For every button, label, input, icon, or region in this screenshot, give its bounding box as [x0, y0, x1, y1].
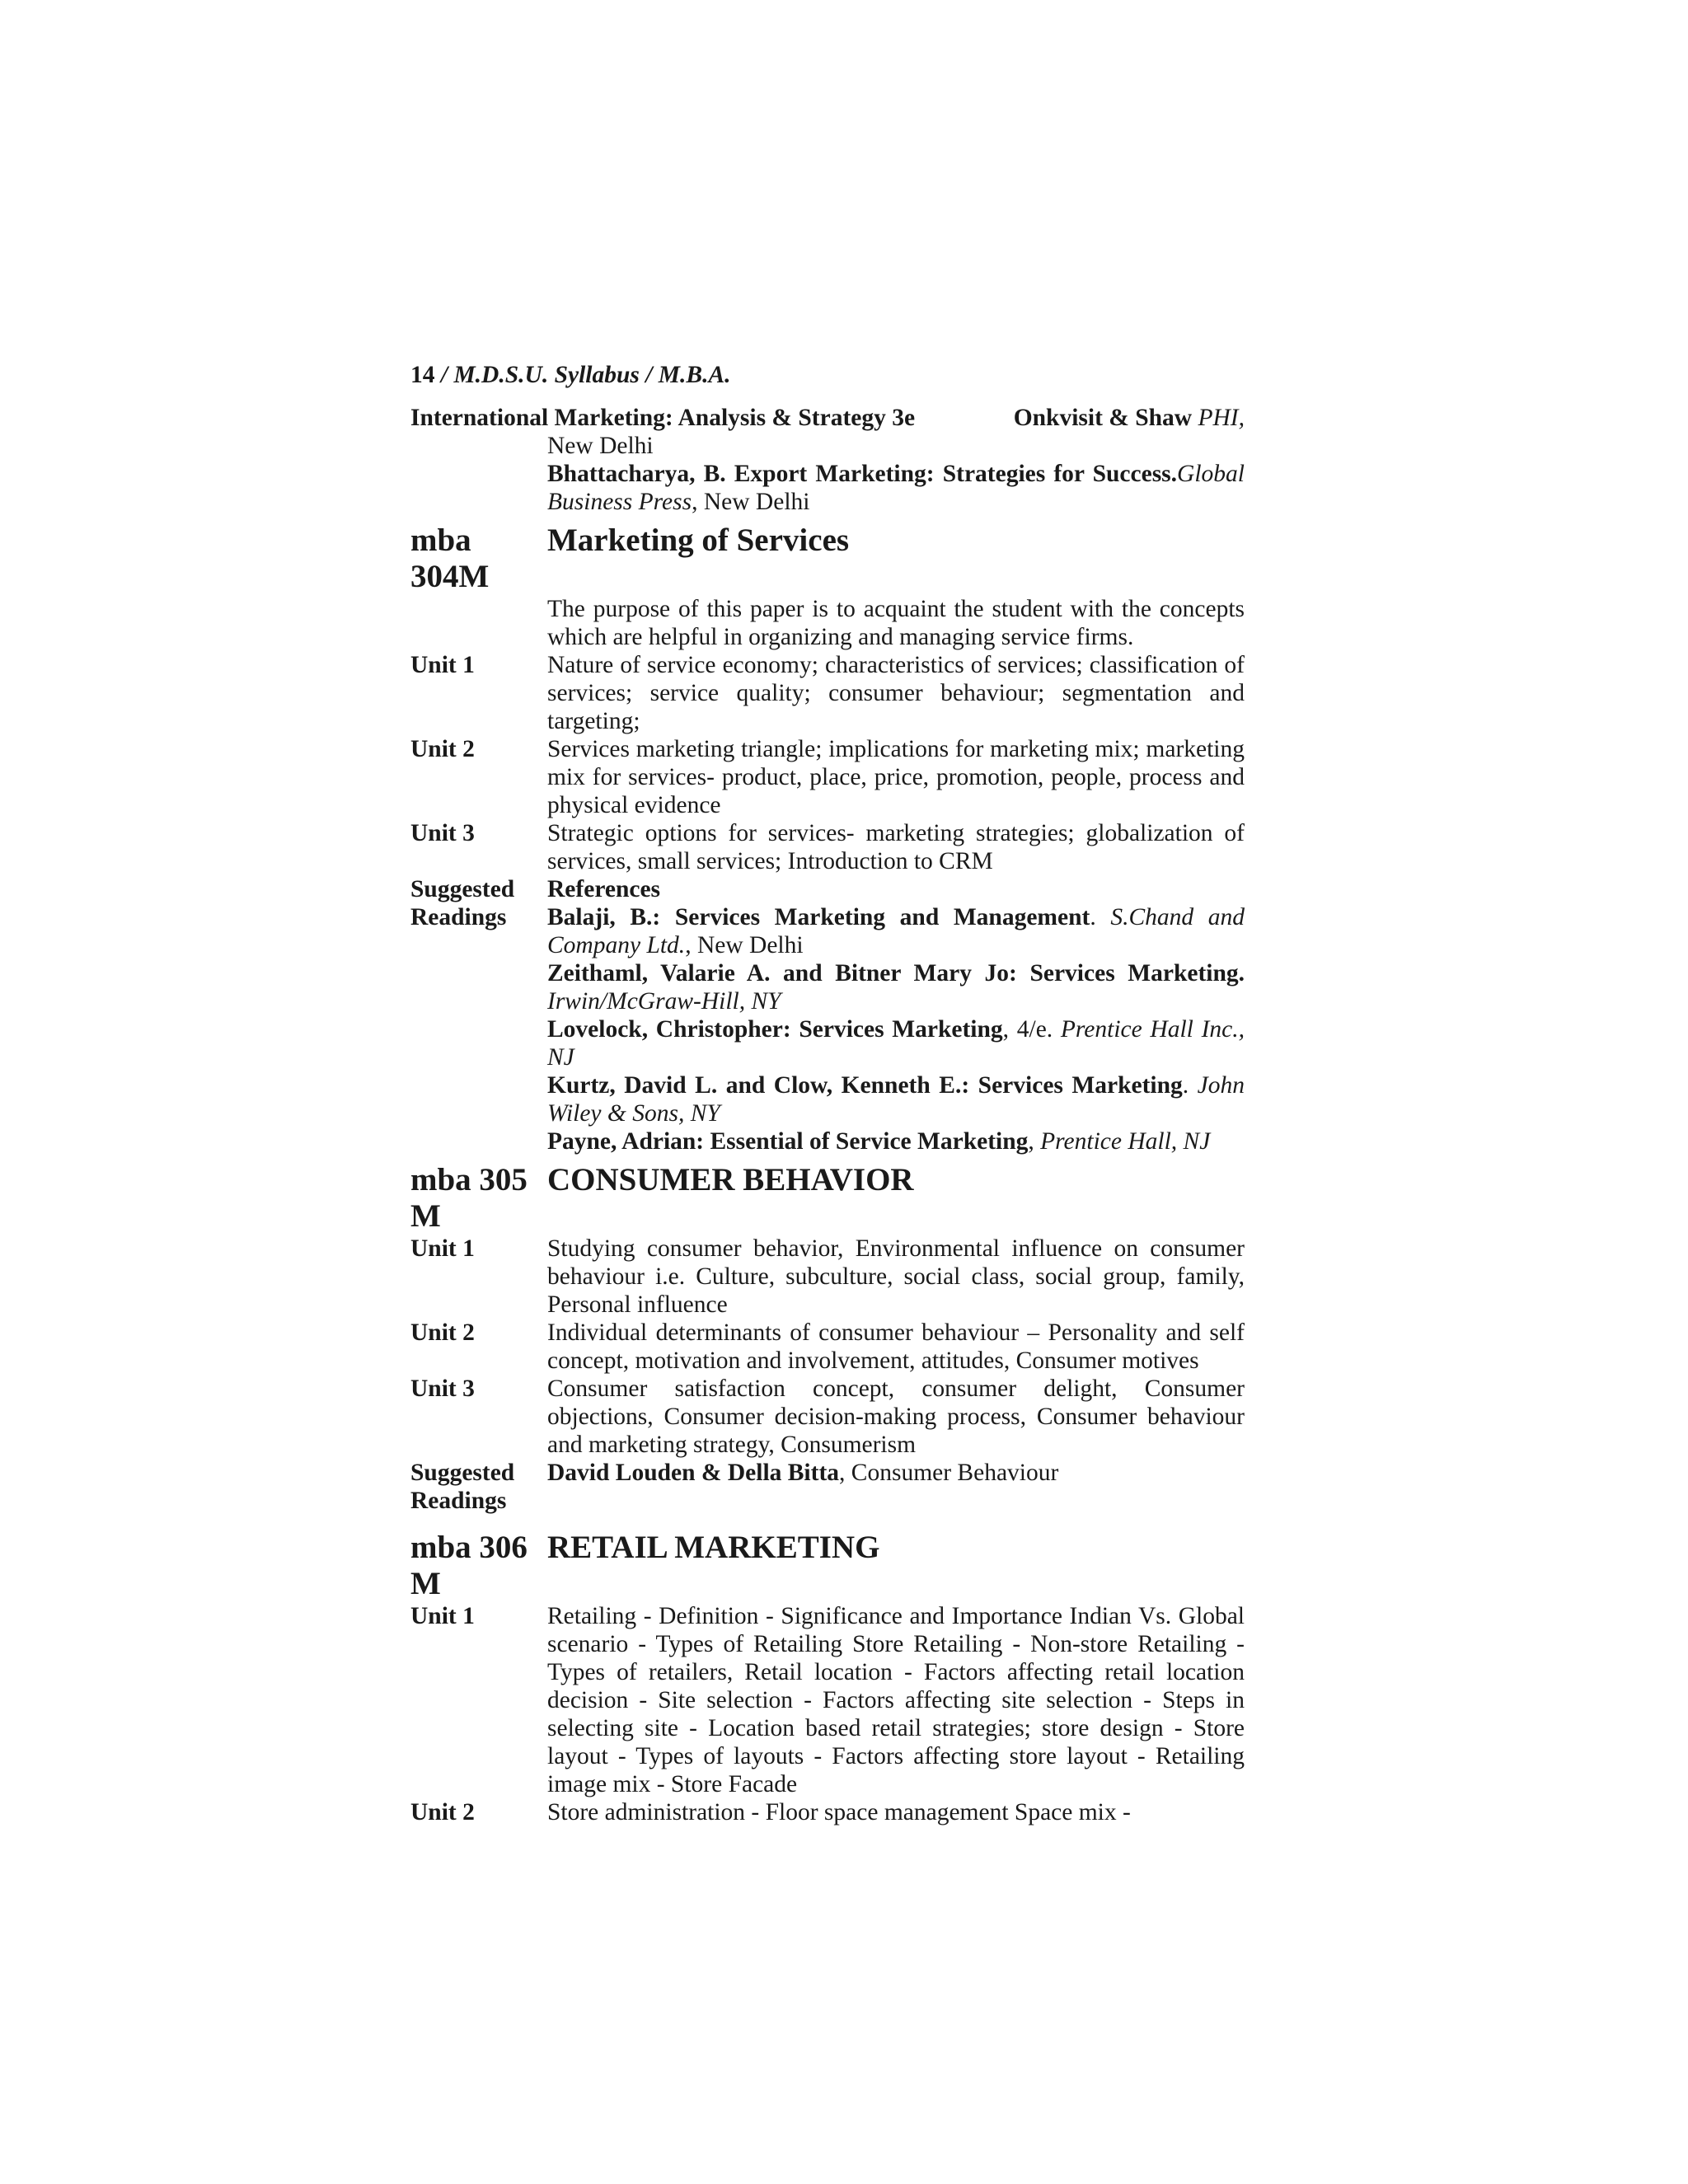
unit-row: Unit 3 Consumer satisfaction concept, consumer delight, Consumer objections, Consumer decision-making process, Consumer behaviour and marketing strategy, Consumerism: [410, 1376, 1245, 1458]
reference-item: Zeithaml, Valarie A. and Bitner Mary Jo: Services Marketing. Irwin/McGraw-Hill, NY: [547, 960, 1245, 1015]
ref-city: New Delhi: [547, 433, 654, 459]
prev-ref-1-cont: [410, 432, 1245, 516]
prev-ref-2: Bhattacharya, B. Export Marketing: Strategies for Success.Global Business Press, New Delhi: [547, 461, 1245, 515]
unit-row: Unit 2 Services marketing triangle; implications for marketing mix; marketing mix for services- product, place, price, promotion, people, process and physical evidence: [410, 736, 1245, 818]
ref-title: International Marketing: Analysis & Strategy 3e: [410, 405, 916, 431]
unit-row: Unit 2 Store administration - Floor space management Space mix -: [410, 1799, 1131, 1825]
reference-item: Payne, Adrian: Essential of Service Marketing, Prentice Hall, NJ: [547, 1128, 1211, 1155]
reference-item: Balaji, B.: Services Marketing and Management. S.Chand and Company Ltd., New Delhi: [547, 904, 1245, 958]
page-number: 14: [410, 362, 435, 388]
suggested-readings: Suggested Readings David Louden & Della Bitta, Consumer Behaviour: [410, 1460, 1059, 1514]
course-heading-304: mba 304M Marketing of Services: [410, 523, 850, 594]
syllabus-page: [410, 361, 1245, 1826]
course-heading-306: mba 306 M RETAIL MARKETING: [410, 1530, 880, 1601]
running-header: [410, 361, 1245, 389]
unit-row: Unit 2 Individual determinants of consumer behaviour – Personality and self concept, motivation and involvement, attitudes, Consumer motives: [410, 1319, 1245, 1374]
reference-item: Lovelock, Christopher: Services Marketing, 4/e. Prentice Hall Inc., NJ: [547, 1016, 1245, 1071]
prev-ref-1: [410, 404, 1245, 432]
unit-row: Unit 1 Studying consumer behavior, Environmental influence on consumer behaviour i.e. Culture, subculture, social class, social group, family, Personal influence: [410, 1235, 1245, 1318]
references-heading: References: [547, 876, 661, 902]
ref-publisher: PHI,: [1198, 405, 1245, 431]
unit-row: Unit 3 Strategic options for services- marketing strategies; globalization of services, small services; Introduction to CRM: [410, 820, 1245, 874]
unit-row: Unit 1 Retailing - Definition - Significance and Importance Indian Vs. Global scenario - Types of Retailing Store Retailing - Non-store Retailing - Types of retailers, Retail location - Factors affecting retail location decision - Site selection - Factors affecting site selection - Steps in selecting site - Location based retail strategies; store design - Store layout - Types of layouts - Factors affecting store layout - Retailing image mix - Store Facade: [410, 1603, 1245, 1797]
unit-row: Unit 1 Nature of service economy; characteristics of services; classification of services; service quality; consumer behaviour; segmentation and targeting;: [410, 652, 1245, 734]
suggested-readings: Suggested Readings References Balaji, B.: Services Marketing and Management. S.Chand and Company Ltd., New Delhi Zeithaml, Valarie A. and Bitner Mary Jo: Services Marketing. Irwin/McGraw-Hill, NY Lovelock, Christopher: Services Marketing, 4/e. Prentice Hall Inc., NJ Kurtz, David L. and Clow, Kenneth E.: Services Marketing. John Wiley & Sons, NY Payne, Adrian: Essential of Service Marketing, Prentice Hall, NJ: [410, 876, 1245, 1155]
course-heading-305: mba 305 M CONSUMER BEHAVIOR: [410, 1162, 914, 1234]
running-title: / M.D.S.U. Syllabus / M.B.A.: [440, 362, 731, 388]
reference-item: Kurtz, David L. and Clow, Kenneth E.: Services Marketing. John Wiley & Sons, NY: [547, 1072, 1245, 1127]
course-intro: The purpose of this paper is to acquaint the student with the concepts which are helpful in organizing and managing service firms.: [547, 596, 1245, 650]
ref-author: Onkvisit & Shaw: [1013, 405, 1193, 431]
